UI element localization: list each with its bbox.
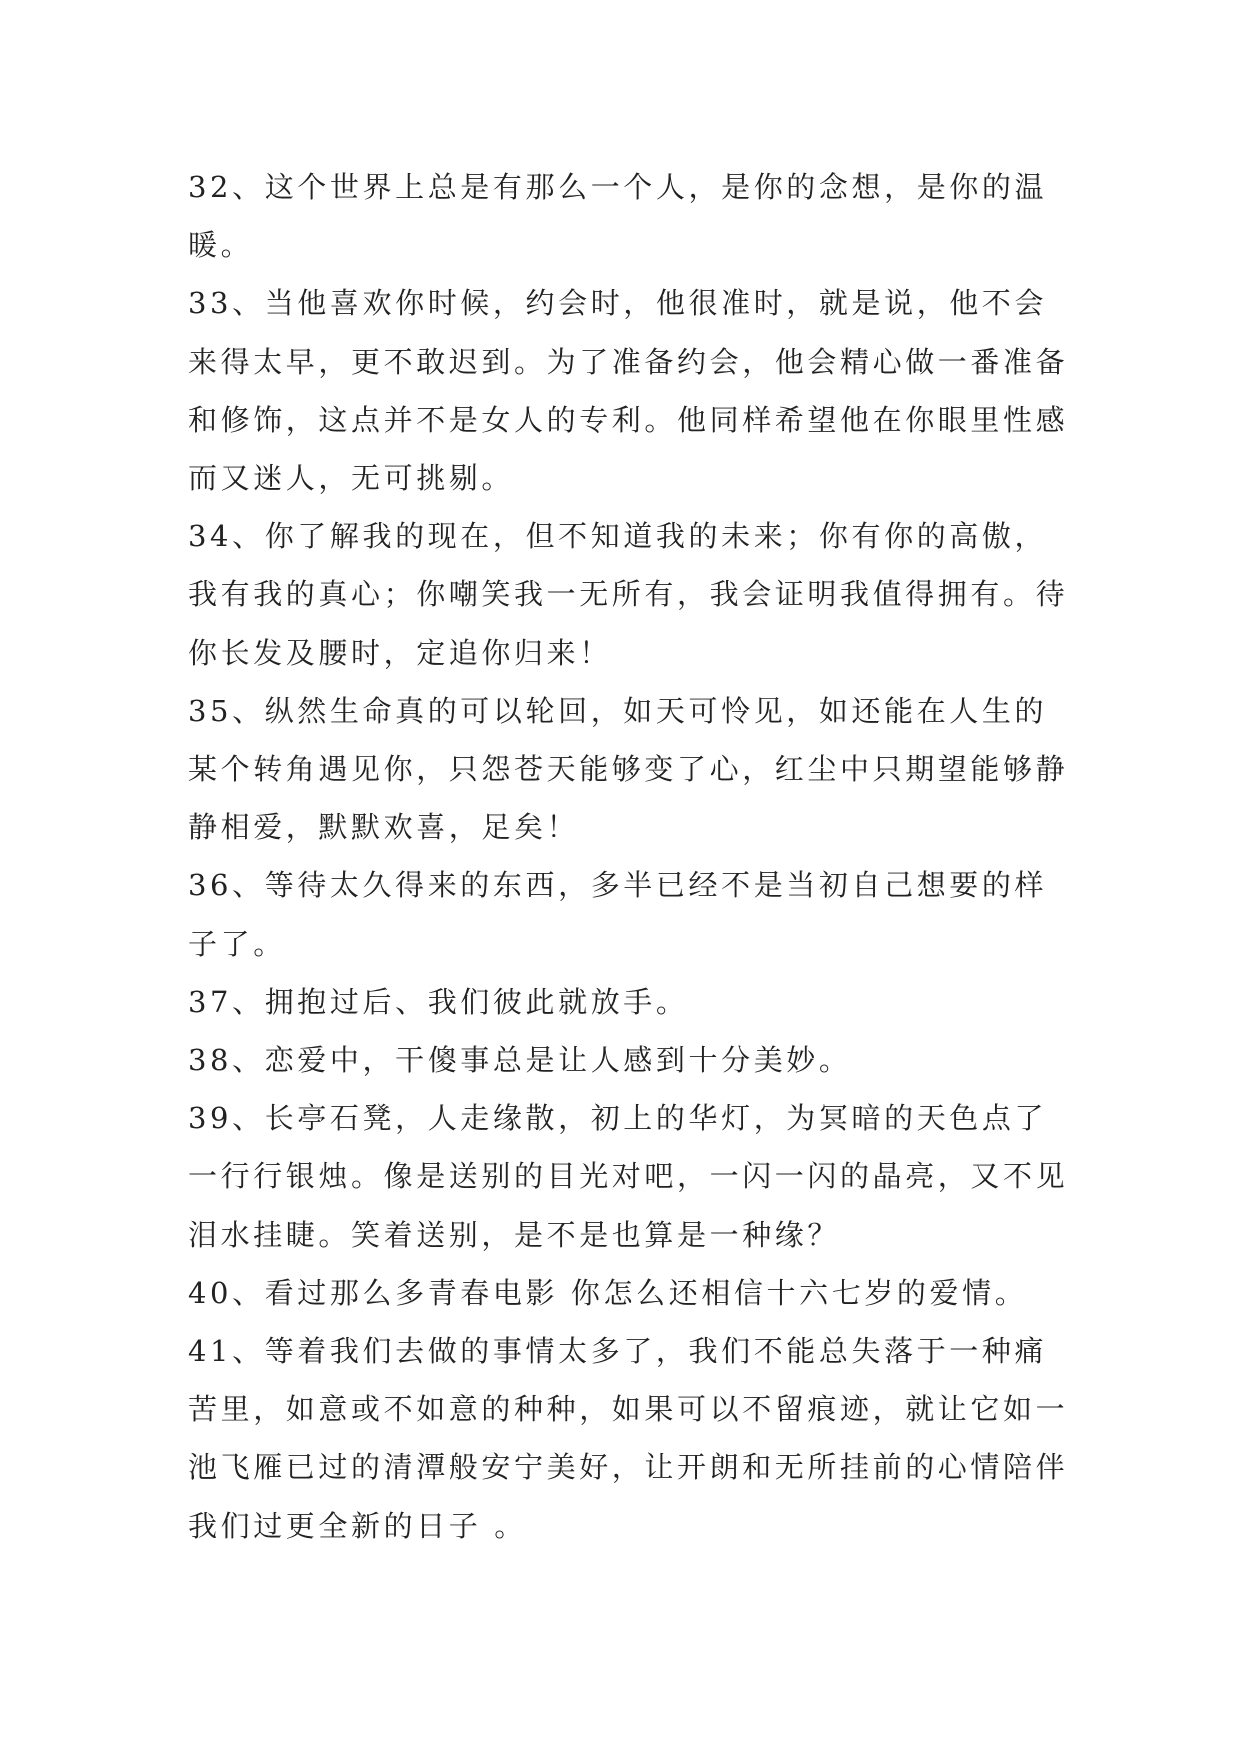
paragraph-38: 38、恋爱中，干傻事总是让人感到十分美妙。 [188,1043,852,1078]
paragraph-34: 34、你了解我的现在，但不知道我的未来；你有你的高傲，我有我的真心；你嘲笑我一无所有，我会证明我值得拥有。待你长发及腰时，定追你归来！ [188,519,1069,670]
paragraph-41: 41、等着我们去做的事情太多了，我们不能总失落于一种痛苦里，如意或不如意的种种，如果可以不留痕迹，就让它如一池飞雁已过的清潭般安宁美好，让开朗和无所挂前的心情陪伴我们过更全新的日子 。 [188,1334,1069,1543]
document-body [188,158,1078,1555]
paragraph-40: 40、看过那么多青春电影 你怎么还相信十六七岁的爱情。 [188,1275,1028,1310]
paragraph-36: 36、等待太久得来的东西，多半已经不是当初自己想要的样子了。 [188,868,1048,961]
paragraph-33: 33、当他喜欢你时候，约会时，他很准时，就是说，他不会来得太早，更不敢迟到。为了准备约会，他会精心做一番准备和修饰，这点并不是女人的专利。他同样希望他在你眼里性感而又迷人，无可挑剔。 [188,286,1069,496]
paragraph-35: 35、纵然生命真的可以轮回，如天可怜见，如还能在人生的某个转角遇见你，只怨苍天能够变了心，红尘中只期望能够静静相爱，默默欢喜，足矣！ [188,693,1069,845]
paragraph-37: 37、拥抱过后、我们彼此就放手。 [188,984,689,1019]
paragraph-39: 39、长亭石凳，人走缘散，初上的华灯，为冥暗的天色点了一行行银烛。像是送别的目光对吧，一闪一闪的晶亮，又不见泪水挂睫。笑着送别，是不是也算是一种缘？ [188,1101,1069,1252]
paragraph-32: 32、这个世界上总是有那么一个人，是你的念想，是你的温暖。 [188,170,1048,263]
